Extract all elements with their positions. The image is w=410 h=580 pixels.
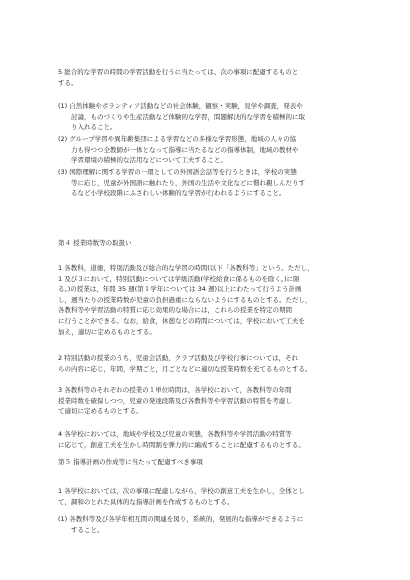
paragraph-4-3: 3 各教科等のそれぞれの授業の１単位時間は，各学校において，各教科等の年間 授業時数を確保しつつ，児童の発達段階及び各教科等や学習活動の特質を考慮し て適切に定めるものとする。 xyxy=(58,386,292,416)
item-5-3: (3) 国際理解に関する学習の一環としての外国語会話等を行うときは，学校の実態 等に応じ，児童が外国語に触れたり，外国の生活や文化などに慣れ親しんだりす るなど小学校段階にふさわしい体験的な学習が行われるようにすること。 xyxy=(58,168,305,198)
paragraph-4-2: 2 特別活動の授業のうち，児童会活動，クラブ活動及び学校行事については，それ らの内容に応じ，年間，学期ごと，月ごとなどに適切な授業時数を充てるものとする。 xyxy=(58,354,312,373)
paragraph-5: 5 総合的な学習の時間の学習活動を行うに当たっては、次の事項に配慮するものと する。 xyxy=(58,68,299,87)
paragraph-4-4: 4 各学校においては，地域や学校及び児童の実態，各教科等や学習活動の特質等 に応じて，創意工夫を生かし時間割を弾力的に編成することに配慮するものとする。 xyxy=(58,430,305,449)
paragraph-4-1: 1 各教科，道徳，特別活動及び総合的な学習の時間(以下「各教科等」という。ただし， 1 及び３において，特別活動については学級活動(学校給食に係るものを除く。)に限 る。)の授業は，年間 35 週(第１学年については 34 週)以上にわたって行うよう計画 し，週当たりの授業時数が児童の負担過重にならないようにするものとする。ただし， 各教科等や学習活動の特質に応じ効果的な場合には，これらの授業を特定の期間 に行うことができる。なお，給食，休憩などの時間については，学校において工夫を 加え，適切に定めるものとする。 xyxy=(58,264,314,336)
paragraph-5a-1: 1 各学校においては，次の事項に配慮しながら，学校の創意工夫を生かし，全体とし て，調和のとれた具体的な指導計画を作成するものとする。 xyxy=(58,487,305,506)
section-heading-5: 第５ 指導計画の作成等に当たって配慮すべき事項 xyxy=(58,458,203,466)
item-5-1: (1) 自然体験やボランティア活動などの社会体験，観察・実験，見学や調査，発表や 討論，ものづくりや生産活動など体験的な学習，問題解決的な学習を積極的に取 り入れること。 xyxy=(58,102,305,132)
item-5a-1-1: (1) 各教科等及び各学年相互間の関連を図り，系統的，発展的な指導ができるように すること。 xyxy=(58,515,304,534)
item-5-2: (2) グループ学習や異年齢集団による学習などの多様な学習形態，地域の人々の協 力も得つつ全教師が一体となって指導に当たるなどの指導体制，地域の教材や 学習環境の積極的な活用などについて工夫すること。 xyxy=(58,135,299,165)
section-heading-4: 第４ 授業時数等の取扱い xyxy=(58,239,132,247)
